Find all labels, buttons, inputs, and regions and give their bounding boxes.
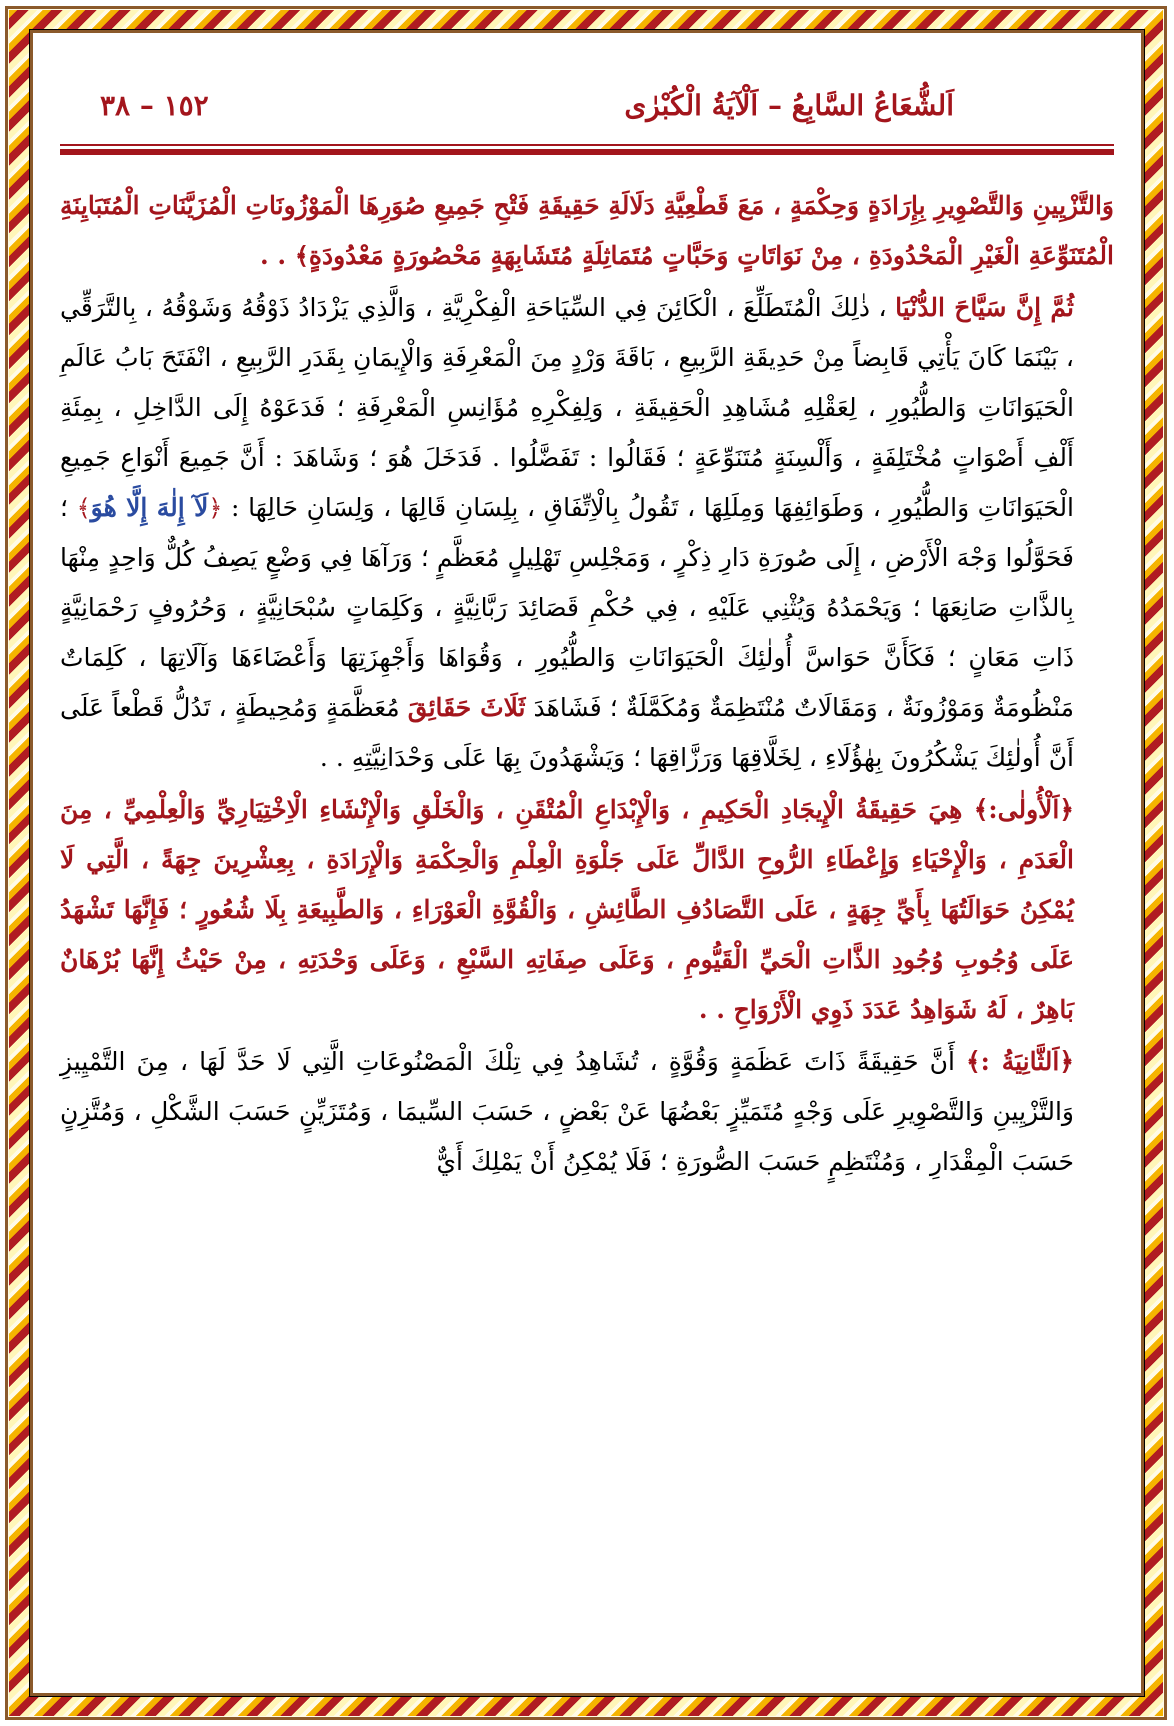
paragraph-text: أَنَّ حَقِيقَةً ذَاتَ عَظَمَةٍ وَقُوَّةٍ ، تُشَاهِدُ فِي تِلْكَ الْمَصْنُوعَاتِ الَّتِي لَا حَدَّ لَهَا ، مِنَ التَّمْيِيزِ وَالتَّزْيِينِ وَالتَّصْوِيرِ عَلَى وَجْهٍ مُتَمَيِّزٍ بَعْضُهَا عَنْ بَعْضٍ ، حَسَبَ السِّيمَا ، وَمُتَزَيِّنٍ حَسَبَ الشَّكْلِ ، وَمُتَّزِنٍ حَسَبَ الْمِقْدَارِ ، وَمُنْتَظِمٍ حَسَبَ الصُّورَةِ ؛ فَلَا يُمْكِنُ أَنْ يَمْلِكَ أَيٌّ: [60, 1047, 1074, 1176]
ellipsis: . .: [259, 241, 295, 270]
highlight-phrase: ثَلَاثَ حَقَائِقَ: [407, 693, 526, 722]
paragraph-text-a: ، ذٰلِكَ الْمُتَطَلِّعَ ، الْكَائِنَ فِي السِّيَاحَةِ الْفِكْرِيَّةِ ، وَالَّذِي يَزْدَادُ ذَوْقُهُ وَشَوْقُهُ ، بِالتَّرَقِّي ، بَيْنَمَا كَانَ يَأْتِي قَابِضاً مِنْ حَدِيقَةِ الرَّبِيعِ ، بَاقَةَ وَرْدٍ مِنَ الْمَعْرِفَةِ وَالْإِيمَانِ بِقَدَرِ الرَّبِيعِ ، انْفَتَحَ بَابُ عَالَمِ الْحَيَوَانَاتِ وَالطُّيُورِ ، لِعَقْلِهِ مُشَاهِدِ الْحَقِيقَةِ ، وَلِفِكْرِهِ مُؤَانِسِ الْمَعْرِفَةِ ؛ فَدَعَوْهُ إِلَى الدَّاخِلِ ، بِمِئَةِ أَلْفِ أَصْوَاتٍ مُخْتَلِفَةٍ ، وَأَلْسِنَةٍ مُتَنَوِّعَةٍ ؛ فَقَالُوا : تَفَضَّلُوا . فَدَخَلَ هُوَ ؛ وَشَاهَدَ : أَنَّ جَمِيعَ أَنْوَاعِ جَمِيعِ الْحَيَوَانَاتِ وَالطُّيُورِ ، وَطَوَائِفِهَا وَمِلَلِهَا ، تَقُولُ بِالْاِتِّفَاقِ ، بِلِسَانِ قَالِهَا ، وَلِسَانِ حَالِهَا :: [60, 293, 1075, 522]
truth-label: ﴿اَلْأُولٰى:﴾: [973, 795, 1074, 824]
page-content: [60, 80, 1114, 1189]
quran-verse: لَآ إِلٰهَ إِلَّا هُوَ: [90, 493, 209, 522]
ornate-close-bracket-icon: ﴾: [76, 494, 91, 522]
paragraph-second-truth: [60, 1037, 1114, 1187]
paragraph-text-b: ؛ فَحَوَّلُوا وَجْهَ الْأَرْضِ ، إِلَى صُورَةِ دَارِ ذِكْرٍ ، وَمَجْلِسِ تَهْلِيلٍ مُعَظَّمٍ ؛ وَرَآهَا فِي وَضْعٍ يَصِفُ كُلٌّ وَاحِدٍ مِنْهَا بِالذَّاتِ صَانِعَهَا ؛ وَيَحْمَدُهُ وَيُثْنِي عَلَيْهِ ، فِي حُكْمِ قَصَائِدَ رَبَّانِيَّةٍ ، وَكَلِمَاتٍ سُبْحَانِيَّةٍ ، وَحُرُوفٍ رَحْمَانِيَّةٍ ذَاتِ مَعَانٍ ؛ فَكَأَنَّ حَوَاسَّ أُولٰئِكَ الْحَيَوَانَاتِ وَالطُّيُورِ ، وَقُوَاهَا وَأَجْهِزَتِهَا وَأَعْضَاءَهَا وَآلَاتِهَا ، كَلِمَاتٌ مَنْظُومَةٌ وَمَوْزُونَةٌ ، وَمَقَالَاتٌ مُنْتَظِمَةٌ وَمُكَمَّلَةٌ ؛ فَشَاهَدَ: [60, 493, 1074, 722]
page-number: ١٥٢ – ٣٨: [100, 88, 209, 122]
ornate-open-bracket-icon: ﴿: [208, 494, 223, 522]
paragraph-text: وَالتَّزْيِينِ وَالتَّصْوِيرِ بِإِرَادَةٍ وَحِكْمَةٍ ، مَعَ قَطْعِيَّةِ دَلَالَةِ حَقِيقَةِ فَتْحِ جَمِيعِ صُوَرِهَا الْمَوْزُونَاتِ الْمُزَيَّنَاتِ الْمُتَبَايِنَةِ الْمُتَنَوِّعَةِ الْغَيْرِ الْمَحْدُودَةِ ، مِنْ نَوَاتَاتٍ وَحَبَّاتٍ مُتَمَاثِلَةٍ مُتَشَابِهَةٍ مَحْصُورَةٍ مَعْدُودَةٍ: [60, 191, 1114, 270]
ornate-close-bracket-icon: ﴾: [294, 241, 309, 270]
page-header: [60, 80, 1114, 130]
header-rule: [60, 144, 1114, 155]
paragraph-first-truth: [60, 785, 1114, 1035]
truth-label: ﴿اَلثَّانِيَةُ :﴾: [966, 1047, 1074, 1076]
paragraph-text: هِيَ حَقِيقَةُ الْإِيجَادِ الْحَكِيمِ ، وَالْإِبْدَاعِ الْمُتْقَنِ ، وَالْخَلْقِ وَالْإِنْشَاءِ الْاِخْتِيَارِيِّ وَالْعِلْمِيِّ ، مِنَ الْعَدَمِ ، وَالْإِحْيَاءِ وَإِعْطَاءِ الرُّوحِ الدَّالِّ عَلَى جَلْوَةِ الْعِلْمِ وَالْحِكْمَةِ وَالْإِرَادَةِ ، بِعِشْرِينَ جِهَةً ، الَّتِي لَا يُمْكِنُ حَوَالَتُهَا بِأَيِّ جِهَةٍ ، عَلَى التَّصَادُفِ الطَّائِشِ ، وَالْقُوَّةِ الْعَوْرَاءِ ، وَالطَّبِيعَةِ بِلَا شُعُورٍ ؛ فَإِنَّهَا تَشْهَدُ عَلَى وُجُوبِ وُجُودِ الذَّاتِ الْحَيِّ الْقَيُّومِ ، وَعَلَى صِفَاتِهِ السَّبْعِ ، وَعَلَى وَحْدَتِهِ ، مِنْ حَيْثُ إِنَّهَا بُرْهَانٌ بَاهِرٌ ، لَهُ شَوَاهِدُ عَدَدَ ذَوِي الْأَرْوَاحِ . .: [60, 795, 1074, 1024]
lead-phrase: ثُمَّ إِنَّ سَيَّاحَ الدُّنْيَا: [895, 293, 1074, 322]
paragraph-text-c: مُعَظَّمَةٍ وَمُحِيطَةٍ ، تَدُلُّ قَطْعاً عَلَى أَنَّ أُولٰئِكَ يَشْكُرُونَ بِهٰؤُلَاءِ ، لِخَلَّاقِهَا وَرَزَّاقِهَا ؛ وَيَشْهَدُونَ بِهَا عَلَى وَحْدَانِيَّتِهِ . .: [60, 693, 1074, 772]
section-title: اَلشُّعَاعُ السَّابِعُ – اَلْآيَةُ الْكُبْرٰى: [624, 88, 954, 122]
paragraph-intro: [60, 181, 1114, 281]
paragraph-tourist: [60, 283, 1114, 783]
